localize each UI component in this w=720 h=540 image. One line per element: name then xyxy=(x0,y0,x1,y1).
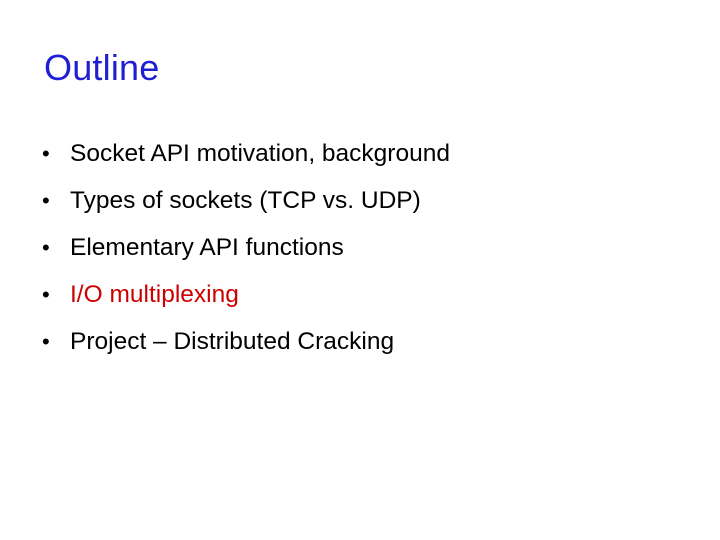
bullet-icon: • xyxy=(42,234,50,260)
bullet-text-highlighted: I/O multiplexing xyxy=(70,280,239,308)
bullet-text: Socket API motivation, background xyxy=(70,139,450,167)
bullet-item xyxy=(42,177,450,224)
bullet-item xyxy=(42,318,450,365)
bullet-text: Project – Distributed Cracking xyxy=(70,327,395,355)
bullet-icon: • xyxy=(42,328,50,354)
slide-title: Outline xyxy=(44,47,160,88)
bullet-icon: • xyxy=(42,140,50,166)
bullet-item xyxy=(42,224,450,271)
bullet-text: Types of sockets (TCP vs. UDP) xyxy=(70,186,421,214)
bullet-icon: • xyxy=(42,187,50,213)
bullet-list xyxy=(42,130,450,365)
bullet-item xyxy=(42,271,450,318)
bullet-icon: • xyxy=(42,281,50,307)
bullet-text: Elementary API functions xyxy=(70,233,344,261)
bullet-item xyxy=(42,130,450,177)
